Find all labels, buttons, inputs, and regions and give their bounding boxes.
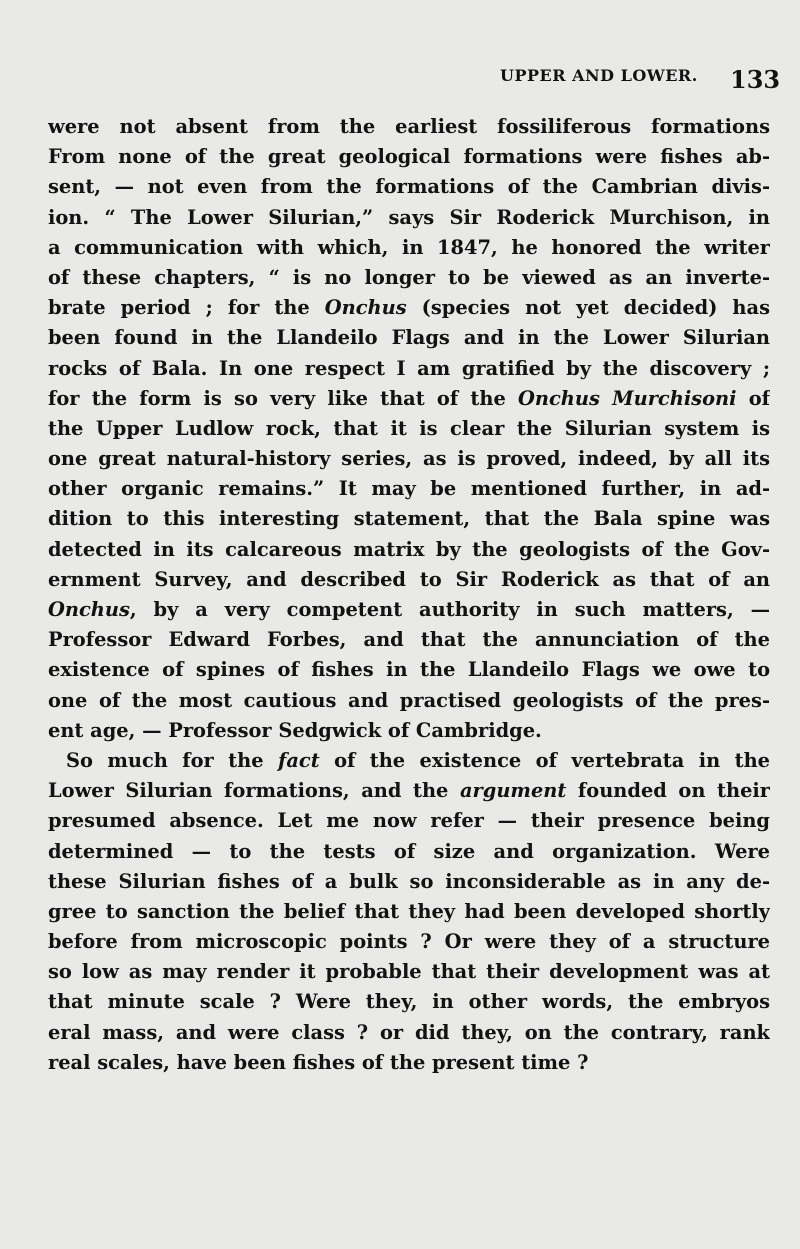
text-line: rocks of Bala. In one respect I am gratified by the discovery ; [48,356,770,380]
text-line: the Upper Ludlow rock, that it is clear the Silurian system is [48,416,770,440]
italic-term: argument [459,779,567,803]
text-line: that minute scale ? Were they, in other words, the embryos [48,990,770,1014]
text-line: determined — to the tests of size and organization. Were [48,839,770,863]
text-line: for the form is so very like that of the Onchus Murchisoni of [48,386,770,410]
page-header [0,66,800,110]
text-line: existence of spines of fishes in the Llandeilo Flags we owe to [48,658,770,682]
text-line: one great natural-history series, as is proved, indeed, by all its [48,447,770,471]
text-line: been found in the Llandeilo Flags and in the Lower Silurian [48,326,770,350]
text-line: ernment Survey, and described to Sir Roderick as that of an [48,567,770,591]
text-line: detected in its calcareous matrix by the geologists of the Gov- [48,537,770,561]
running-head: UPPER AND LOWER. [500,66,698,85]
italic-term: fact [277,748,320,772]
text-line: Onchus, by a very competent authority in such matters, — [48,598,770,621]
text-line: Professor Edward Forbes, and that the annunciation of the [48,628,770,652]
text-line: other organic remains.” It may be mentioned further, in ad- [48,477,770,501]
text-line: these Silurian fishes of a bulk so inconsiderable as in any de- [48,869,770,893]
text-line: a communication with which, in 1847, he honored the writer [48,235,770,259]
italic-term: Onchus Murchisoni [518,386,737,410]
body-text [48,112,770,1078]
text-line: before from microscopic points ? Or were they of a structure [48,930,770,954]
text-line: of these chapters, “ is no longer to be viewed as an inverte- [48,265,770,289]
text-line: sent, — not even from the formations of the Cambrian divis- [48,175,770,199]
text-line: ion. “ The Lower Silurian,” says Sir Roderick Murchison, in [48,205,770,229]
text-line: one of the most cautious and practised geologists of the pres- [48,688,770,712]
text-line: brate period ; for the Onchus (species not yet decided) has [48,296,770,320]
text-line: gree to sanction the belief that they had been developed shortly [48,899,770,923]
text-line: were not absent from the earliest fossiliferous formations [48,115,770,138]
text-line: real scales, have been fishes of the present time ? [48,1050,589,1074]
text-line: Lower Silurian formations, and the argument founded on their [48,779,770,803]
text-line: From none of the great geological formations were fishes ab- [48,145,770,169]
text-line: so low as may render it probable that their development was at [48,960,770,984]
text-line: ent age, — Professor Sedgwick of Cambridge. [48,718,542,742]
text-line: eral mass, and were class ? or did they, on the contrary, rank [48,1020,770,1044]
page-number: 133 [730,65,781,94]
italic-term: Onchus [48,598,130,621]
text-line: So much for the fact of the existence of vertebrata in the [66,748,770,772]
text-line: presumed absence. Let me now refer — their presence being [48,809,770,833]
text-line: dition to this interesting statement, that the Bala spine was [48,507,770,531]
italic-term: Onchus [324,296,407,320]
